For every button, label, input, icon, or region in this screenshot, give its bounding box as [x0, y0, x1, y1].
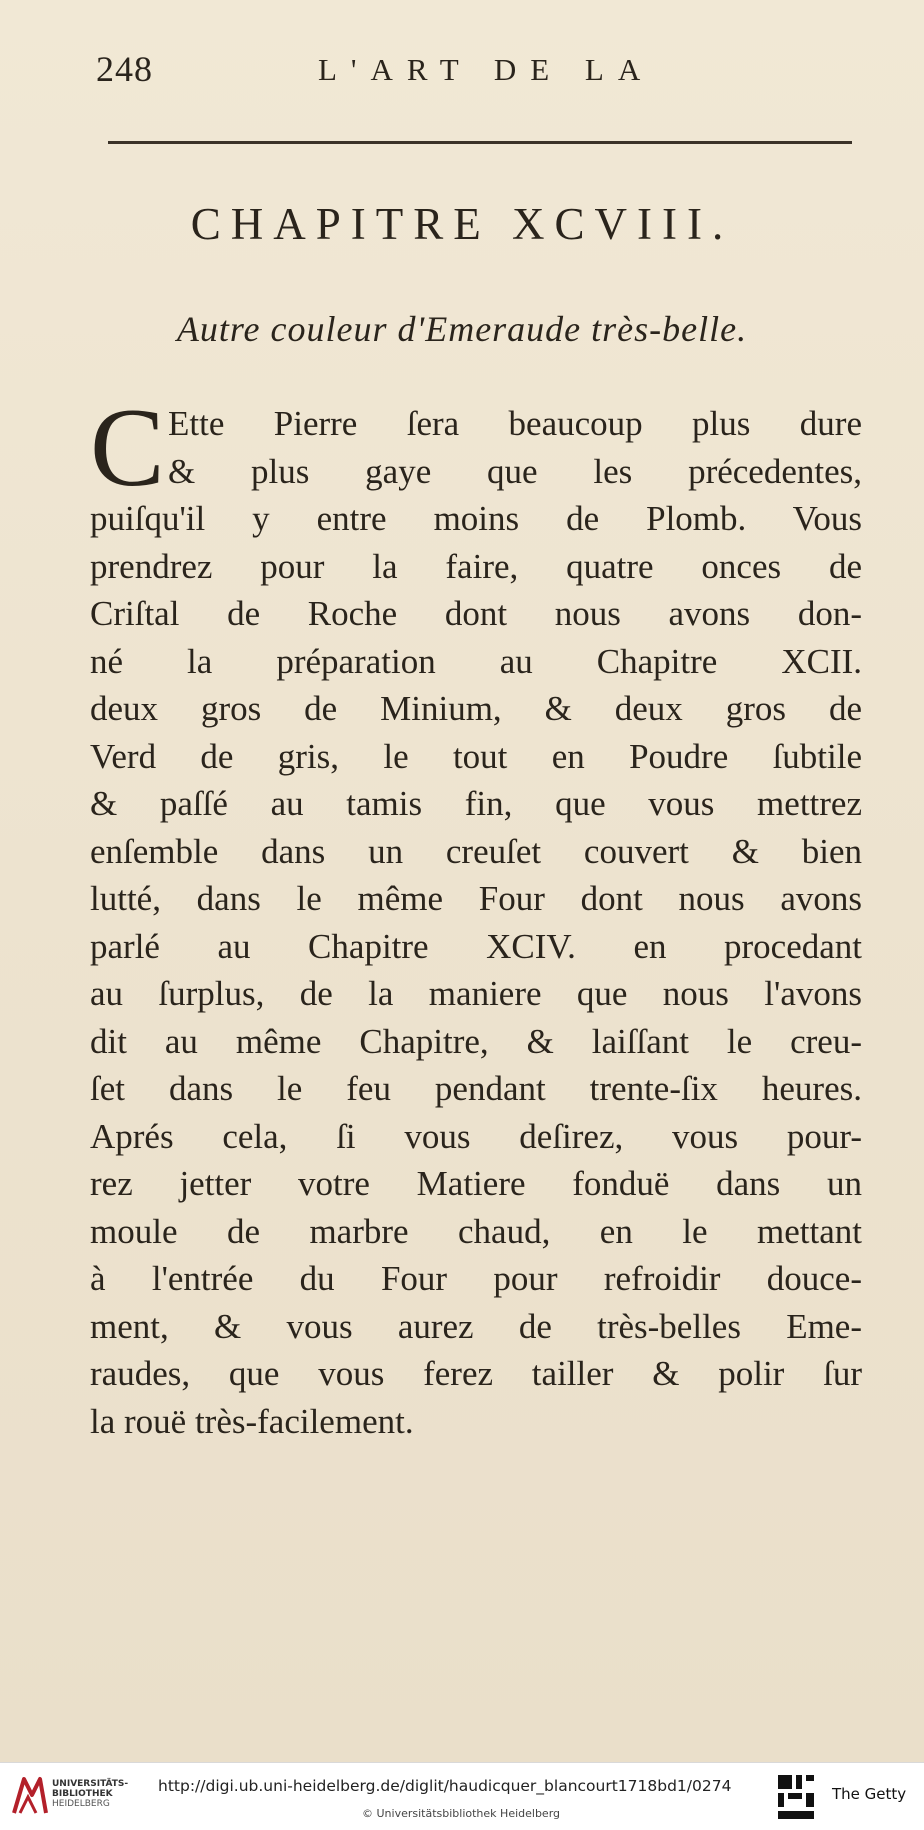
text-line: moule de marbre chaud, en le mettant [90, 1211, 862, 1251]
text-line: dit au même Chapitre, & laiſſant le creu- [90, 1021, 862, 1061]
header-rule [108, 141, 852, 144]
text-line: puiſqu'il y entre moins de Plomb. Vous [90, 499, 862, 538]
chapter-title: CHAPITRE XCVIII. [190, 199, 734, 249]
text-line: rez jetter votre Matiere fonduë dans un [90, 1164, 862, 1203]
page-number: 248 [96, 49, 153, 89]
text-line: Verd de gris, le tout en Poudre ſubtile [90, 736, 862, 776]
library-name-line2: BIBLIOTHEK [52, 1789, 113, 1799]
drop-cap: C [90, 386, 165, 510]
text-line: la rouë très-facilement. [90, 1401, 414, 1441]
permalink-url[interactable]: http://digi.ub.uni-heidelberg.de/diglit/haudicquer_blancourt1718bd1/0274 [158, 1777, 732, 1795]
text-line: né la préparation au Chapitre XCII. [90, 641, 862, 681]
text-line: & plus gaye que les précedentes, [168, 451, 862, 491]
library-name-line1: UNIVERSITÄTS- [52, 1779, 129, 1789]
library-name [52, 1779, 132, 1809]
text-line: Aprés cela, ſi vous deſirez, vous pour- [90, 1116, 862, 1156]
viewer-footer [0, 1762, 924, 1830]
chapter-subtitle: Autre couleur d'Emeraude très-belle. [176, 309, 748, 349]
running-head [96, 48, 856, 98]
text-line: ment, & vous aurez de très-belles Eme- [90, 1306, 862, 1346]
library-city: HEIDELBERG [52, 1799, 110, 1809]
text-line: & paſſé au tamis fin, que vous mettrez [90, 784, 862, 823]
text-line: ſet dans le feu pendant trente-ſix heures. [90, 1069, 862, 1108]
text-line: parlé au Chapitre XCIV. en procedant [90, 926, 862, 966]
partner-name: The Getty [832, 1785, 907, 1803]
university-library-logo-icon [10, 1773, 50, 1817]
text-line: deux gros de Minium, & deux gros de [90, 689, 862, 728]
text-line: Criſtal de Roche dont nous avons don- [90, 594, 862, 633]
text-line: à l'entrée du Four pour refroidir douce- [90, 1259, 862, 1298]
text-line: au ſurplus, de la maniere que nous l'avons [90, 974, 862, 1013]
running-title: L'ART DE LA [318, 52, 655, 87]
copyright-notice: © Universitätsbibliothek Heidelberg [362, 1807, 561, 1820]
text-line: raudes, que vous ferez tailler & polir ſur [90, 1354, 862, 1393]
text-line: enſemble dans un creuſet couvert & bien [90, 831, 862, 871]
text-line: Ette Pierre ſera beaucoup plus dure [168, 404, 862, 443]
getty-logo-icon [776, 1773, 816, 1823]
text-line: lutté, dans le même Four dont nous avons [90, 879, 862, 918]
body-text [90, 386, 862, 1445]
text-line: prendrez pour la faire, quatre onces de [90, 546, 862, 586]
